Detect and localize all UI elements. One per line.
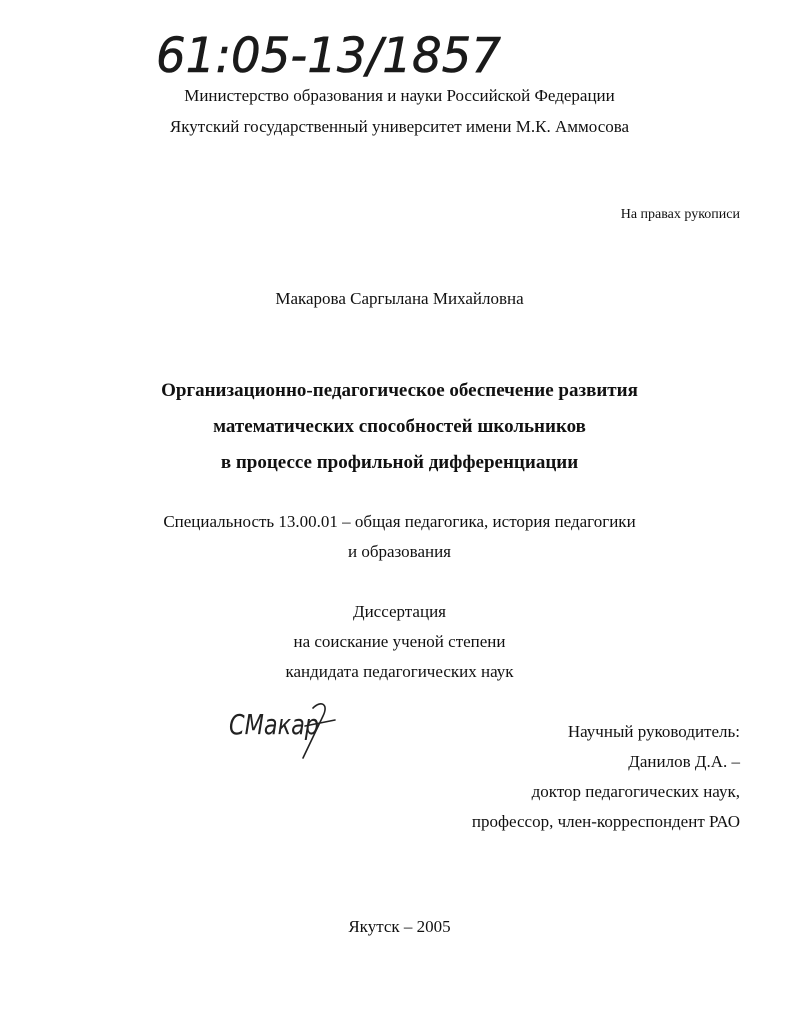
degree-line-3: кандидата педагогических наук (285, 662, 514, 681)
signature-text: СМакар (229, 708, 319, 741)
author-name: Макарова Саргылана Михайловна (275, 289, 524, 308)
specialty-line-2: и образования (347, 542, 452, 561)
title-line-2: математических способностей школьников (213, 416, 586, 437)
ministry-line: Министерство образования и науки Российской Федерации (184, 86, 615, 105)
degree-line-1: Диссертация (352, 602, 446, 621)
degree-line-2: на соискание ученой степени (293, 632, 506, 651)
archive-code-text: 61:05-13/1857 (156, 28, 502, 84)
title-line-1: Организационно-педагогическое обеспечение развития (161, 380, 638, 401)
supervisor-position: профессор, член-корреспондент РАО (471, 812, 740, 831)
specialty-line-1: Специальность 13.00.01 – общая педагогика, история педагогики (163, 512, 636, 531)
handwritten-signature (225, 690, 345, 770)
supervisor-label: Научный руководитель: (567, 722, 740, 741)
supervisor-name: Данилов Д.А. – (628, 752, 740, 771)
handwritten-archive-code (150, 22, 510, 82)
university-line: Якутский государственный университет имени М.К. Аммосова (169, 117, 630, 136)
supervisor-degree: доктор педагогических наук, (531, 782, 740, 801)
footer-city-year: Якутск – 2005 (348, 917, 451, 936)
title-line-3: в процессе профильной дифференциации (220, 452, 579, 473)
manuscript-note: На правах рукописи (620, 207, 740, 222)
